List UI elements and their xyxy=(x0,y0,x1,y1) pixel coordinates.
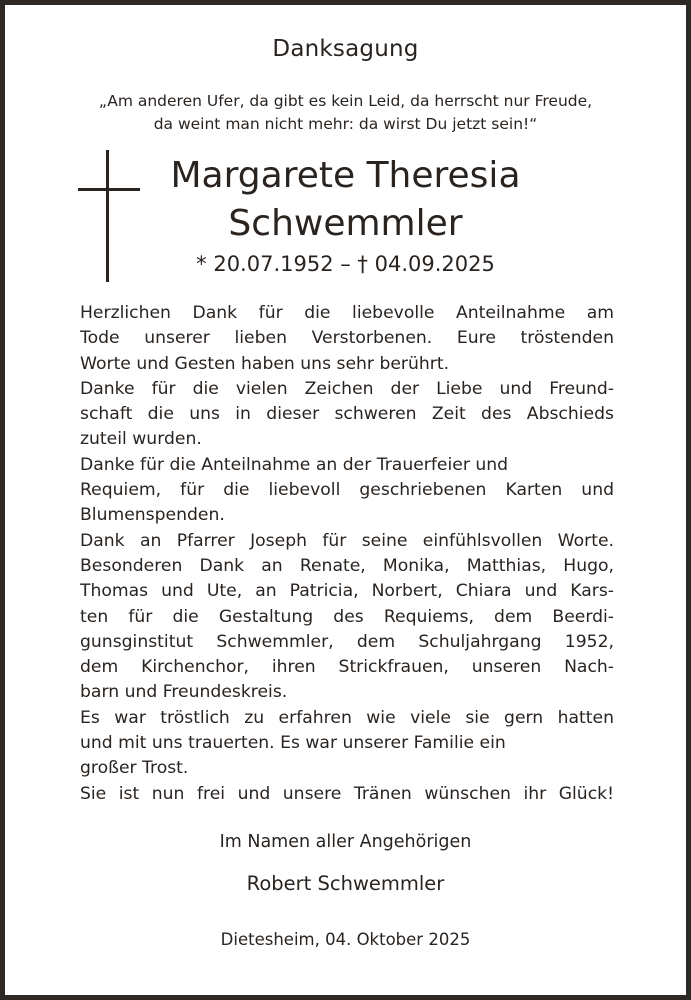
body-line: dem Kirchenchor, ihren Strickfrauen, unseren Nach- xyxy=(80,657,614,678)
body-line: gunsginstitut Schwemmler, dem Schuljahrgang 1952, xyxy=(80,631,614,652)
page-title: Danksagung xyxy=(272,36,419,62)
body-line: Requiem, für die liebevoll geschriebenen Karten und xyxy=(80,480,614,501)
body-line: ten für die Gestaltung des Requiems, dem Beerdi- xyxy=(80,606,614,627)
deceased-name xyxy=(100,152,591,248)
body-line: Herzlichen Dank für die liebevolle Anteilnahme am xyxy=(80,303,614,323)
body-line: zuteil wurden. xyxy=(80,429,202,450)
body-line: Worte und Gesten haben uns sehr berührt. xyxy=(80,353,450,374)
memorial-quote xyxy=(40,90,651,136)
life-dates: * 20.07.1952 – † 04.09.2025 xyxy=(196,252,495,276)
place-and-date: Dietesheim, 04. Oktober 2025 xyxy=(220,930,471,949)
signoff-text: Im Namen aller Angehörigen xyxy=(219,832,472,852)
body-line: großer Trost. xyxy=(80,758,189,779)
deceased-name-line-2: Schwemmler xyxy=(228,203,463,244)
body-line: Danke für die vielen Zeichen der Liebe und Freund- xyxy=(80,378,614,399)
body-line: barn und Freundeskreis. xyxy=(80,682,288,703)
body-line: Thomas und Ute, an Patricia, Norbert, Chiara und Kars- xyxy=(80,581,614,602)
body-line: Danke für die Anteilnahme an der Trauerfeier und xyxy=(80,454,509,475)
quote-line-1: „Am anderen Ufer, da gibt es kein Leid, da herrscht nur Freude, xyxy=(98,92,593,110)
signer-name: Robert Schwemmler xyxy=(246,872,445,895)
thank-you-text xyxy=(80,301,614,807)
body-line: Blumenspenden. xyxy=(80,505,225,526)
body-line: Tode unserer lieben Verstorbenen. Eure tröstenden xyxy=(80,328,614,349)
quote-line-2: da weint man nicht mehr: da wirst Du jetzt sein!“ xyxy=(153,115,538,133)
body-line: Besonderen Dank an Renate, Monika, Matthias, Hugo, xyxy=(80,555,614,576)
body-line: und mit uns trauerten. Es war unserer Familie ein xyxy=(80,733,506,754)
body-line: Es war tröstlich zu erfahren wie viele sie gern hatten xyxy=(80,707,614,728)
body-line: schaft die uns in dieser schweren Zeit des Abschieds xyxy=(80,404,614,425)
body-line: Dank an Pfarrer Joseph für seine einfühlsvollen Worte. xyxy=(80,530,614,551)
deceased-name-line-1: Margarete Theresia xyxy=(170,155,521,196)
body-line: Sie ist nun frei und unsere Tränen wünschen ihr Glück! xyxy=(80,783,614,804)
